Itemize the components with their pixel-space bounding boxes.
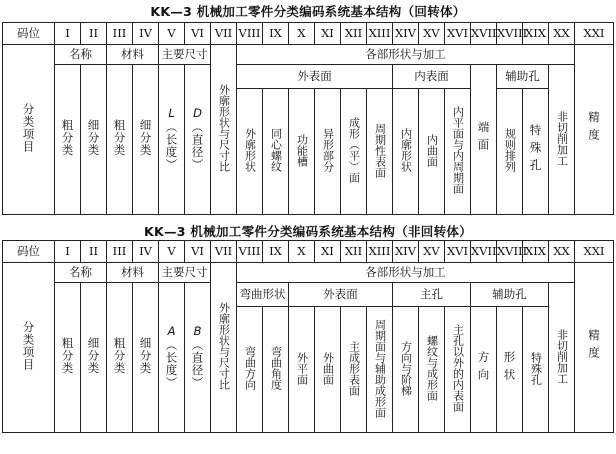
cell-c8: 弯曲方向 — [237, 307, 263, 433]
code-18: XVIII — [497, 241, 523, 263]
code-14: XIV — [393, 23, 419, 45]
cell-c8: 外廓形状 — [237, 89, 263, 215]
cell-c9: 弯曲角度 — [263, 307, 289, 433]
code-12: XII — [341, 241, 367, 263]
cell-c1: 粗分类 — [55, 283, 81, 433]
cell-c17: 端面 — [471, 65, 497, 215]
group-material: 材料 — [107, 263, 159, 283]
table1-subgroup-row — [3, 65, 614, 89]
code-16: XVI — [445, 241, 471, 263]
code-5: V — [159, 241, 185, 263]
code-5: V — [159, 23, 185, 45]
cell-c7: 外廓形状与尺寸比 — [211, 263, 237, 433]
code-1: I — [55, 23, 81, 45]
cell-c6: D（直径） — [185, 65, 211, 215]
table1-structure — [2, 22, 614, 215]
table1-title: KK—3 机械加工零件分类编码系统基本结构（回转体） — [150, 4, 466, 19]
cell-c2: 细分类 — [81, 65, 107, 215]
table2-group-row — [3, 263, 614, 283]
code-19: XIX — [523, 241, 549, 263]
code-8: VIII — [237, 241, 263, 263]
cell-c5: L（长度） — [159, 65, 185, 215]
code-13: XIII — [367, 241, 393, 263]
code-11: XI — [315, 23, 341, 45]
code-6: VI — [185, 23, 211, 45]
sub-outer: 外表面 — [237, 65, 393, 89]
code-14: XIV — [393, 241, 419, 263]
cell-c12: 主成形表面 — [341, 307, 367, 433]
cell-c11: 异形部分 — [315, 89, 341, 215]
cell-c14: 内廓形状 — [393, 89, 419, 215]
group-size: 主要尺寸 — [159, 45, 211, 65]
code-11: XI — [315, 241, 341, 263]
code-20: XX — [549, 241, 575, 263]
sub-aux: 辅助孔 — [497, 65, 549, 89]
cell-c4: 细分类 — [133, 283, 159, 433]
code-7: VII — [211, 241, 237, 263]
code-17: XVII — [471, 241, 497, 263]
row-label: 分类项目 — [3, 45, 55, 215]
table2-code-row — [3, 241, 614, 263]
code-15: XV — [419, 241, 445, 263]
code-1: I — [55, 241, 81, 263]
code-label: 码位 — [3, 23, 55, 45]
cell-c18: 规则排列 — [497, 89, 523, 215]
code-2: II — [81, 241, 107, 263]
code-3: III — [107, 241, 133, 263]
cell-c15: 螺纹与成形面 — [419, 307, 445, 433]
code-19: XIX — [523, 23, 549, 45]
cell-c16: 内平面与内周期面 — [445, 89, 471, 215]
group-shape: 各部形状与加工 — [237, 263, 575, 283]
code-12: XII — [341, 23, 367, 45]
sub-inner: 内表面 — [393, 65, 471, 89]
cell-c12: 成形（平）面 — [341, 89, 367, 215]
cell-c21: 精度 — [575, 263, 614, 433]
cell-c13: 周期面与辅助成形面 — [367, 307, 393, 433]
sub-aux: 辅助孔 — [471, 283, 549, 307]
cell-c6: B（直径） — [185, 283, 211, 433]
group-shape: 各部形状与加工 — [237, 45, 575, 65]
cell-c17: 方向 — [471, 307, 497, 433]
code-15: XV — [419, 23, 445, 45]
code-4: IV — [133, 241, 159, 263]
cell-c19: 特殊孔 — [523, 89, 549, 215]
cell-c11: 外曲面 — [315, 307, 341, 433]
cell-c19: 特殊孔 — [523, 307, 549, 433]
cell-c15: 内曲面 — [419, 89, 445, 215]
sub-main-hole: 主孔 — [393, 283, 471, 307]
table2-subgroup-row — [3, 283, 614, 307]
code-18: XVIII — [497, 23, 523, 45]
code-9: IX — [263, 23, 289, 45]
row-label: 分类项目 — [3, 263, 55, 433]
cell-c5: A（长度） — [159, 283, 185, 433]
code-13: XIII — [367, 23, 393, 45]
cell-c13: 周期性表面 — [367, 89, 393, 215]
cell-c2: 细分类 — [81, 283, 107, 433]
cell-c21: 精度 — [575, 45, 614, 215]
code-10: X — [289, 23, 315, 45]
table2-title: KK—3 机械加工零件分类编码系统基本结构（非回转体） — [143, 224, 473, 239]
code-3: III — [107, 23, 133, 45]
cell-c20: 非切削加工 — [549, 283, 575, 433]
code-7: VII — [211, 23, 237, 45]
code-16: XVI — [445, 23, 471, 45]
group-size: 主要尺寸 — [159, 263, 211, 283]
code-label: 码位 — [3, 241, 55, 263]
code-20: XX — [549, 23, 575, 45]
code-6: VI — [185, 241, 211, 263]
code-4: IV — [133, 23, 159, 45]
table2-structure — [2, 240, 614, 433]
cell-c16: 主孔以外的内表面 — [445, 307, 471, 433]
sub-bend: 弯曲形状 — [237, 283, 289, 307]
cell-c20: 非切削加工 — [549, 65, 575, 215]
code-8: VIII — [237, 23, 263, 45]
code-21: XXI — [575, 241, 614, 263]
group-name: 名称 — [55, 45, 107, 65]
code-2: II — [81, 23, 107, 45]
cell-c3: 粗分类 — [107, 65, 133, 215]
table1-code-row — [3, 23, 614, 45]
code-21: XXI — [575, 23, 614, 45]
cell-c10: 功能槽 — [289, 89, 315, 215]
cell-c18: 形状 — [497, 307, 523, 433]
code-10: X — [289, 241, 315, 263]
sub-outer: 外表面 — [289, 283, 393, 307]
group-name: 名称 — [55, 263, 107, 283]
code-17: XVII — [471, 23, 497, 45]
cell-c7: 外廓形状与尺寸比 — [211, 45, 237, 215]
cell-c9: 同心螺纹 — [263, 89, 289, 215]
cell-c10: 外平面 — [289, 307, 315, 433]
cell-c1: 粗分类 — [55, 65, 81, 215]
cell-c4: 细分类 — [133, 65, 159, 215]
cell-c14: 方向与阶梯 — [393, 307, 419, 433]
group-material: 材料 — [107, 45, 159, 65]
cell-c3: 粗分类 — [107, 283, 133, 433]
code-9: IX — [263, 241, 289, 263]
table1-group-row — [3, 45, 614, 65]
